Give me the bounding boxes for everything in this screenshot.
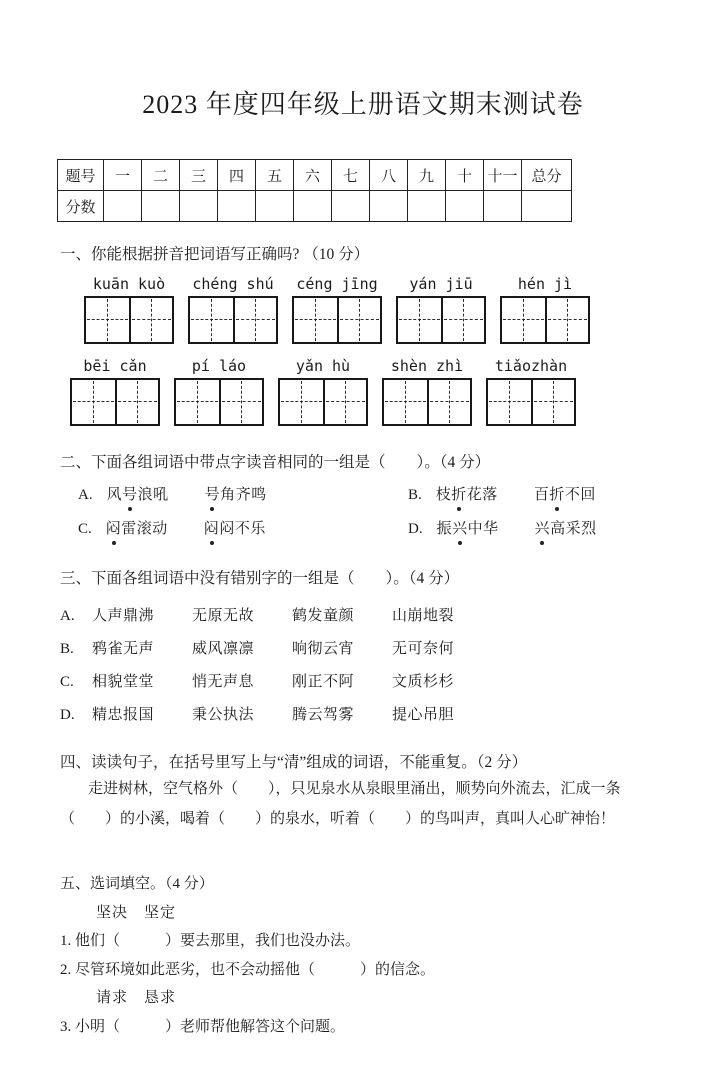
score-cell[interactable] (218, 191, 256, 222)
q3-option-c (60, 666, 666, 699)
pinyin-item (174, 356, 264, 426)
dotted-char: 闷 (106, 518, 122, 540)
q2-header: 二、下面各组词语中带点字读音相同的一组是（ ）。（4 分） (60, 454, 491, 471)
q1-header: 一、你能根据拼音把词语写正确吗? （10 分） (60, 246, 370, 263)
score-table-score-row (58, 191, 572, 222)
answer-grid[interactable] (486, 378, 576, 426)
q3-options (60, 600, 666, 732)
idiom: 鹤发童颜 (292, 608, 355, 624)
score-table-row-label: 分数 (58, 191, 104, 222)
tian-cell[interactable] (233, 298, 276, 342)
word-text: 不回 (564, 487, 596, 503)
q4-sentence-line-2: （ ）的小溪，喝着（ ）的泉水，听着（ ）的鸟叫声，真叫人心旷神怡！ (60, 811, 616, 827)
tian-cell[interactable] (129, 298, 172, 342)
tian-cell[interactable] (115, 380, 158, 424)
score-cell[interactable] (104, 191, 142, 222)
q5-word-pair-1: 坚决 坚定 (96, 904, 177, 921)
q3-option-b (60, 633, 666, 666)
score-col-header: 九 (408, 160, 446, 191)
idiom: 相貌堂堂 (92, 674, 155, 690)
question-4 (60, 752, 666, 834)
idiom: 精忠报国 (92, 707, 155, 723)
q2-option-c (78, 518, 408, 540)
tian-cell[interactable] (384, 380, 427, 424)
pinyin-label: shèn zhì (390, 357, 464, 375)
option-label: B. (408, 487, 422, 503)
dotted-char: 号 (205, 484, 221, 506)
answer-grid[interactable] (500, 296, 590, 344)
word-text: 闷不乐 (219, 521, 266, 537)
score-col-header: 五 (256, 160, 294, 191)
idiom: 无可奈何 (392, 641, 455, 657)
score-col-header: 八 (370, 160, 408, 191)
idiom: 人声鼎沸 (92, 608, 155, 624)
tian-cell[interactable] (72, 380, 115, 424)
tian-cell[interactable] (427, 380, 470, 424)
idiom: 山崩地裂 (392, 608, 455, 624)
question-3 (60, 568, 666, 732)
q2-option-b (408, 484, 666, 506)
idiom: 秉公执法 (192, 707, 255, 723)
score-cell[interactable] (256, 191, 294, 222)
score-col-header: 四 (218, 160, 256, 191)
word-with-dot (106, 518, 168, 540)
q2-options (60, 484, 666, 540)
word-text: 花落 (466, 487, 498, 503)
score-col-header-total: 总分 (522, 160, 572, 191)
page-title: 2023 年度四年级上册语文期末测试卷 (142, 90, 584, 119)
q2-option-d (408, 518, 666, 540)
word-text: 百 (533, 487, 550, 503)
word-with-dot (204, 518, 266, 540)
score-table-header-row (58, 160, 572, 191)
option-label: C. (78, 521, 92, 537)
option-label: C. (60, 674, 74, 690)
idiom: 响彻云宵 (292, 641, 355, 657)
score-col-header: 三 (180, 160, 218, 191)
score-cell[interactable] (180, 191, 218, 222)
tian-cell[interactable] (545, 298, 588, 342)
pinyin-item (188, 274, 278, 344)
score-col-header: 十 (446, 160, 484, 191)
pinyin-label: chéng shú (192, 275, 274, 293)
q5-item-3: 3. 小明（ ）老师帮他解答这个问题。 (60, 1018, 346, 1035)
option-label: B. (60, 641, 74, 657)
idiom: 提心吊胆 (392, 707, 455, 723)
score-col-header: 一 (104, 160, 142, 191)
tian-cell[interactable] (323, 380, 366, 424)
word-with-dot (107, 484, 169, 506)
tian-cell[interactable] (190, 298, 233, 342)
dotted-char: 折 (549, 484, 565, 506)
q5-word-pair-2: 请求 恳求 (96, 990, 177, 1006)
q5-item-1: 1. 他们（ ）要去那里，我们也没办法。 (60, 933, 361, 949)
pinyin-label: bēi cǎn (83, 357, 147, 375)
score-table-row-label: 题号 (58, 160, 104, 191)
tian-cell[interactable] (219, 380, 262, 424)
word-text: 雷滚动 (121, 521, 168, 537)
idiom: 文质杉杉 (392, 674, 455, 690)
question-1 (60, 244, 666, 426)
pinyin-label: yǎn hù (295, 357, 351, 375)
pinyin-item (500, 274, 590, 344)
word-text: 高采烈 (550, 521, 597, 537)
dotted-char: 兴 (452, 518, 468, 540)
q5-item-2: 2. 尽管环境如此恶劣，也不会动摇他（ ）的信念。 (60, 961, 436, 978)
idiom: 鸦雀无声 (92, 641, 155, 657)
word-text: 中华 (467, 521, 499, 537)
idiom: 威风凛凛 (192, 641, 255, 657)
q4-header: 四、读读句子，在括号里写上与“清”组成的词语，不能重复。（2 分） (60, 754, 528, 771)
pinyin-item (486, 356, 576, 426)
tian-cell[interactable] (280, 380, 323, 424)
answer-grid[interactable] (278, 378, 368, 426)
dotted-char: 闷 (204, 518, 220, 540)
pinyin-label: tiǎozhàn (494, 357, 568, 375)
answer-grid[interactable] (70, 378, 160, 426)
word-text: 振 (436, 521, 453, 537)
score-cell[interactable] (332, 191, 370, 222)
tian-cell[interactable] (176, 380, 219, 424)
word-text: 枝 (435, 487, 452, 503)
idiom: 悄无声息 (192, 674, 255, 690)
pinyin-item (292, 274, 382, 344)
dotted-char: 号 (122, 484, 138, 506)
q3-header: 三、下面各组词语中没有错别字的一组是（ ）。（4 分） (60, 570, 460, 587)
q3-option-a (60, 600, 666, 633)
option-label: D. (60, 707, 75, 723)
word-with-dot (437, 518, 499, 540)
word-with-dot (436, 484, 498, 506)
score-cell[interactable] (484, 191, 522, 222)
option-label: D. (408, 521, 423, 537)
pinyin-label: hén jì (517, 275, 573, 293)
score-col-header: 二 (142, 160, 180, 191)
tian-cell[interactable] (398, 298, 441, 342)
tian-cell[interactable] (337, 298, 380, 342)
score-cell[interactable] (294, 191, 332, 222)
pinyin-label: yán jiū (409, 275, 473, 293)
score-col-header: 十一 (484, 160, 522, 191)
idiom: 刚正不阿 (292, 674, 355, 690)
tian-cell[interactable] (502, 298, 545, 342)
pinyin-item (84, 274, 174, 344)
answer-grid[interactable] (84, 296, 174, 344)
dotted-char: 兴 (535, 518, 551, 540)
q4-sentence-line-1: 走进树林，空气格外（ ），只见泉水从泉眼里涌出，顺势向外流去，汇成一条 (88, 781, 621, 797)
answer-grid[interactable] (174, 378, 264, 426)
score-cell[interactable] (142, 191, 180, 222)
q5-header: 五、选词填空。（4 分） (60, 876, 214, 892)
answer-grid[interactable] (292, 296, 382, 344)
question-2 (60, 452, 666, 540)
answer-grid[interactable] (396, 296, 486, 344)
tian-cell[interactable] (531, 380, 574, 424)
score-cell[interactable] (408, 191, 446, 222)
score-col-header: 六 (294, 160, 332, 191)
pinyin-label: céng jīng (296, 275, 378, 293)
answer-grid[interactable] (382, 378, 472, 426)
q1-pinyin-row-2 (60, 356, 666, 426)
score-cell-total[interactable] (522, 191, 572, 222)
word-text: 浪吼 (137, 487, 169, 503)
word-text: 角齐鸣 (220, 487, 267, 503)
tian-cell[interactable] (441, 298, 484, 342)
pinyin-label: pí láo (191, 357, 247, 375)
question-5 (60, 870, 666, 1041)
q3-option-d (60, 699, 666, 732)
score-table (57, 159, 572, 222)
idiom: 腾云驾雾 (292, 707, 355, 723)
word-with-dot (205, 484, 267, 506)
score-cell[interactable] (370, 191, 408, 222)
q1-pinyin-row-1 (60, 274, 666, 344)
score-col-header: 七 (332, 160, 370, 191)
tian-cell[interactable] (294, 298, 337, 342)
word-text: 风 (106, 487, 123, 503)
dotted-char: 折 (451, 484, 467, 506)
tian-cell[interactable] (488, 380, 531, 424)
q2-option-a (78, 484, 408, 506)
pinyin-item (396, 274, 486, 344)
pinyin-item (70, 356, 160, 426)
option-label: A. (60, 608, 75, 624)
word-with-dot (534, 484, 596, 506)
option-label: A. (78, 487, 93, 503)
answer-grid[interactable] (188, 296, 278, 344)
score-cell[interactable] (446, 191, 484, 222)
word-with-dot (535, 518, 597, 540)
idiom: 无原无故 (192, 608, 255, 624)
pinyin-label: kuān kuò (92, 275, 166, 293)
pinyin-item (382, 356, 472, 426)
pinyin-item (278, 356, 368, 426)
tian-cell[interactable] (86, 298, 129, 342)
